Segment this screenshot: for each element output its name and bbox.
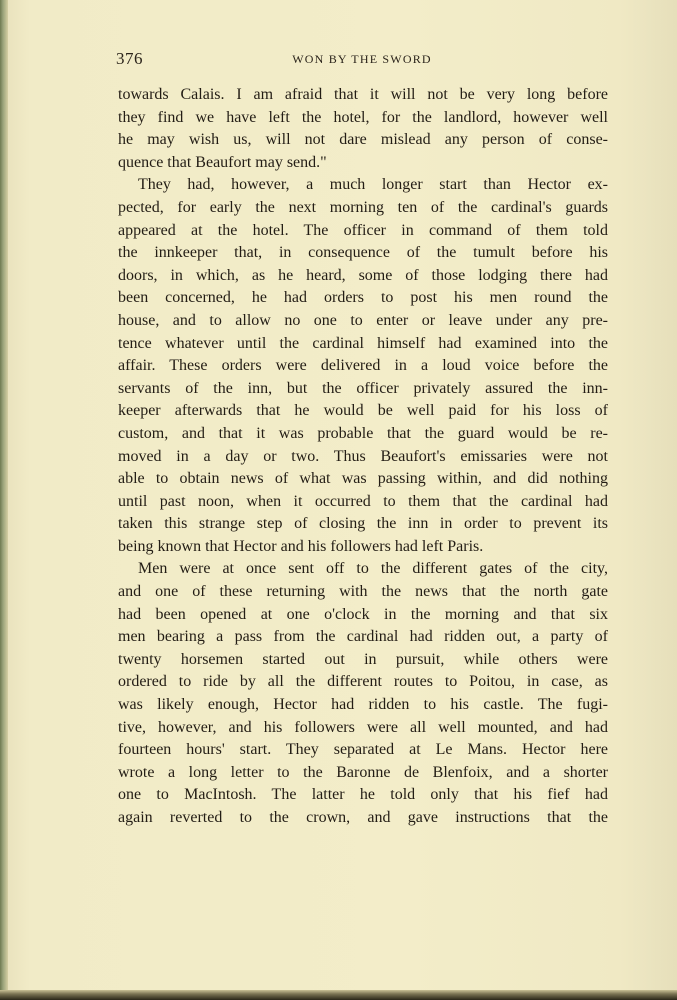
text-line: Men were at once sent off to the different gates of the city, — [138, 560, 608, 578]
body-text — [118, 84, 608, 830]
text-line: doors, in which, as he heard, some of those lodging there had — [118, 266, 608, 284]
text-line: taken this strange step of closing the inn in order to prevent its — [118, 515, 608, 533]
text-line: tence whatever until the cardinal himself had examined into the — [118, 334, 608, 352]
text-line: and one of these returning with the news that the north gate — [118, 583, 608, 601]
text-line: quence that Beaufort may send." — [118, 153, 327, 171]
text-line: was likely enough, Hector had ridden to his castle. The fugi- — [118, 696, 608, 714]
text-line: custom, and that it was probable that the guard would be re- — [118, 424, 608, 442]
text-line: house, and to allow no one to enter or leave under any pre- — [118, 311, 608, 329]
text-line: affair. These orders were delivered in a loud voice before the — [118, 357, 608, 375]
page-edge-shade — [617, 0, 677, 1000]
text-line: one to MacIntosh. The latter he told only that his fief had — [118, 786, 608, 804]
text-line: fourteen hours' start. They separated at Le Mans. Hector here — [118, 741, 608, 759]
text-line: moved in a day or two. Thus Beaufort's emissaries were not — [118, 447, 608, 465]
text-line: been concerned, he had orders to post his men round the — [118, 289, 608, 307]
text-line: wrote a long letter to the Baronne de Blenfoix, and a shorter — [118, 763, 608, 781]
text-line: he may wish us, will not dare mislead any person of conse- — [118, 131, 608, 149]
text-line: towards Calais. I am afraid that it will not be very long before — [118, 86, 608, 103]
text-line: being known that Hector and his followers had left Paris. — [118, 537, 484, 555]
text-line: tive, however, and his followers were all well mounted, and had — [118, 718, 608, 736]
text-line: pected, for early the next morning ten of the cardinal's guards — [118, 198, 608, 216]
text-line: They had, however, a much longer start than Hector ex- — [138, 176, 608, 194]
text-line: they find we have left the hotel, for the landlord, however well — [118, 108, 608, 126]
text-line: able to obtain news of what was passing within, and did nothing — [118, 470, 608, 488]
page-gutter — [0, 0, 8, 1000]
text-line: servants of the inn, but the officer privately assured the inn- — [118, 379, 608, 397]
page-header — [116, 49, 608, 71]
page-bottom-edge — [0, 990, 677, 1000]
text-line: keeper afterwards that he would be well paid for his loss of — [118, 402, 608, 420]
page-number: 376 — [116, 49, 143, 68]
text-line: until past noon, when it occurred to them that the cardinal had — [118, 492, 608, 510]
text-line: appeared at the hotel. The officer in command of them told — [118, 221, 608, 239]
text-line: again reverted to the crown, and gave instructions that the — [118, 809, 608, 826]
text-line: ordered to ride by all the different routes to Poitou, in case, as — [118, 673, 608, 691]
text-line: twenty horsemen started out in pursuit, while others were — [118, 650, 608, 668]
running-title: WON BY THE SWORD — [292, 52, 432, 66]
text-line: men bearing a pass from the cardinal had ridden out, a party of — [118, 628, 608, 646]
text-line: had been opened at one o'clock in the morning and that six — [118, 605, 608, 623]
text-line: the innkeeper that, in consequence of the tumult before his — [118, 244, 608, 262]
